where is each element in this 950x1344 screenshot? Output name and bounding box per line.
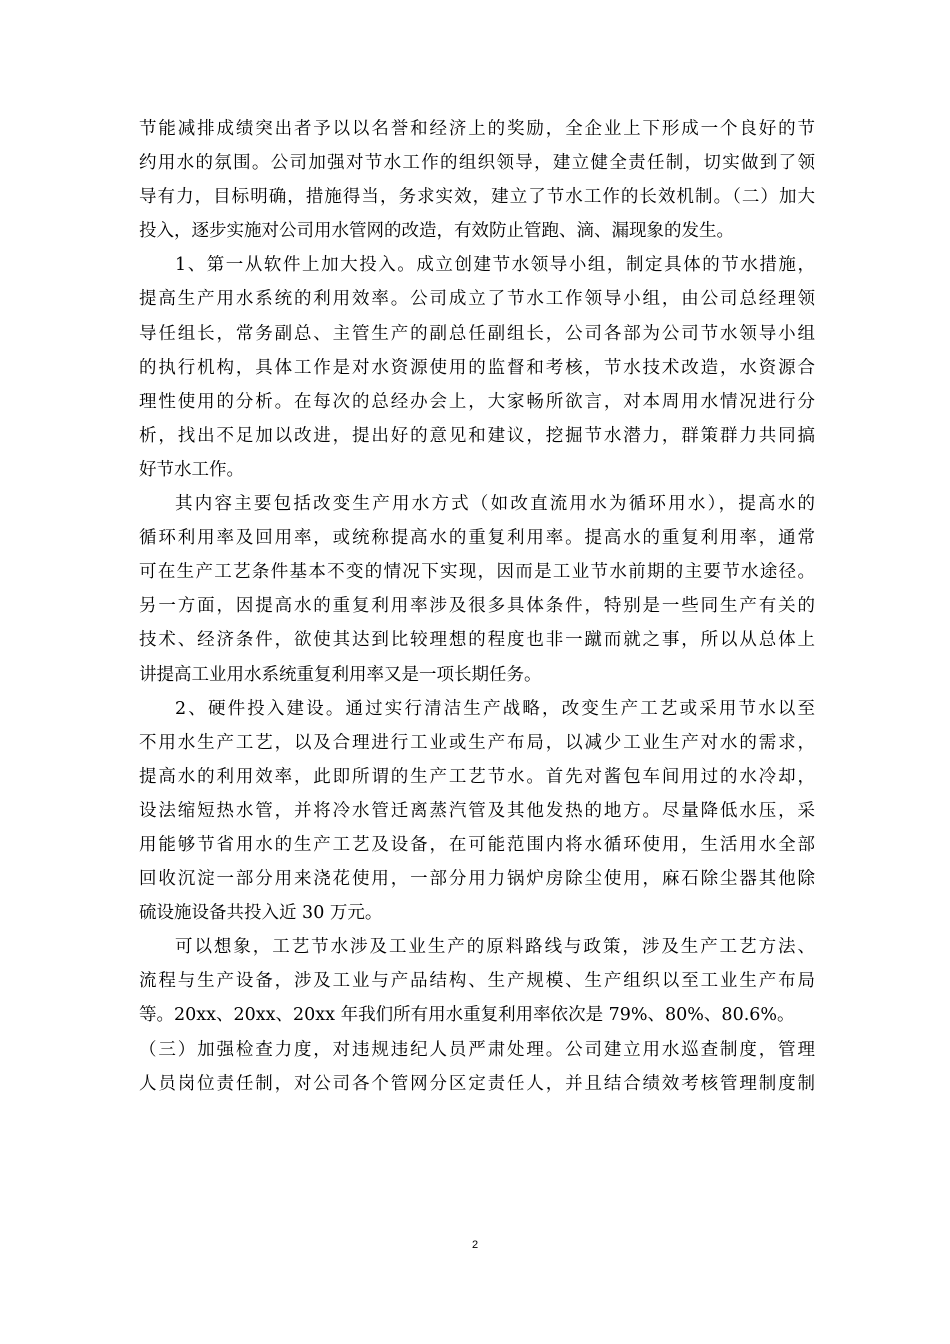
text-line: 另一方面，因提高水的重复利用率涉及很多具体条件，特别是一些同生产有关的 bbox=[139, 596, 815, 617]
text-line: 技术、经济条件，欲使其达到比较理想的程度也非一蹴而就之事，所以从总体上 bbox=[139, 630, 815, 651]
text-line: 1、第一从软件上加大投入。成立创建节水领导小组，制定具体的节水措施， bbox=[175, 255, 815, 276]
document-body bbox=[139, 112, 815, 1101]
text-line: 回收沉淀一部分用来浇花使用，一部分用力锅炉房除尘使用，麻石除尘器其他除 bbox=[139, 869, 815, 890]
text-line: 人员岗位责任制，对公司各个管网分区定责任人，并且结合绩效考核管理制度制 bbox=[139, 1073, 815, 1094]
page-number: 2 bbox=[471, 1239, 479, 1251]
text-line: 流程与生产设备，涉及工业与产品结构、生产规模、生产组织以至工业生产布局 bbox=[139, 971, 815, 992]
text-line: 投入，逐步实施对公司用水管网的改造，有效防止管跑、滴、漏现象的发生。 bbox=[139, 221, 734, 242]
text-line: 节能减排成绩突出者予以以名誉和经济上的奖励，全企业上下形成一个良好的节 bbox=[139, 119, 815, 139]
text-line: 硫设施设备共投入近 30 万元。 bbox=[139, 903, 383, 924]
text-line: 用能够节省用水的生产工艺及设备，在可能范围内将水循环使用，生活用水全部 bbox=[139, 834, 815, 855]
text-line: 理性使用的分析。在每次的总经办会上，大家畅所欲言，对本周用水情况进行分 bbox=[139, 391, 815, 412]
text-line: 导有力，目标明确，措施得当，务求实效，建立了节水工作的长效机制。（二）加大 bbox=[139, 187, 815, 208]
text-line: 2、硬件投入建设。通过实行清洁生产战略，改变生产工艺或采用节水以至 bbox=[175, 698, 815, 719]
text-line: 的执行机构，具体工作是对水资源使用的监督和考核，节水技术改造，水资源合 bbox=[139, 357, 815, 378]
text-line: 循环利用率及回用率，或统称提高水的重复利用率。提高水的重复利用率，通常 bbox=[139, 528, 815, 549]
text-line: 提高水的利用效率，此即所谓的生产工艺节水。首先对酱包车间用过的水冷却， bbox=[139, 766, 815, 787]
text-line: 好节水工作。 bbox=[139, 459, 244, 480]
text-line: 讲提高工业用水系统重复利用率又是一项长期任务。 bbox=[139, 664, 542, 685]
text-line: 可在生产工艺条件基本不变的情况下实现，因而是工业节水前期的主要节水途径。 bbox=[139, 562, 815, 583]
text-line: 提高生产用水系统的利用效率。公司成立了节水工作领导小组，由公司总经理领 bbox=[139, 289, 815, 310]
text-line: 等。20xx、20xx、20xx 年我们所有用水重复利用率依次是 79%、80%、80.6%。 bbox=[139, 1005, 795, 1026]
text-line: 可以想象，工艺节水涉及工业生产的原料路线与政策，涉及生产工艺方法、 bbox=[175, 937, 815, 958]
text-line: 约用水的氛围。公司加强对节水工作的组织领导，建立健全责任制，切实做到了领 bbox=[139, 153, 815, 174]
text-line: 导任组长，常务副总、主管生产的副总任副组长，公司各部为公司节水领导小组 bbox=[139, 323, 815, 344]
text-line: 不用水生产工艺，以及合理进行工业或生产布局，以减少工业生产对水的需求， bbox=[139, 732, 815, 753]
text-line: 析，找出不足加以改进，提出好的意见和建议，挖掘节水潜力，群策群力共同搞 bbox=[139, 425, 815, 446]
text-line: 设法缩短热水管，并将冷水管迁离蒸汽管及其他发热的地方。尽量降低水压，采 bbox=[139, 800, 815, 821]
text-line: 其内容主要包括改变生产用水方式（如改直流用水为循环用水），提高水的 bbox=[175, 494, 815, 515]
text-line: （三）加强检查力度，对违规违纪人员严肃处理。公司建立用水巡查制度，管理 bbox=[139, 1039, 815, 1060]
